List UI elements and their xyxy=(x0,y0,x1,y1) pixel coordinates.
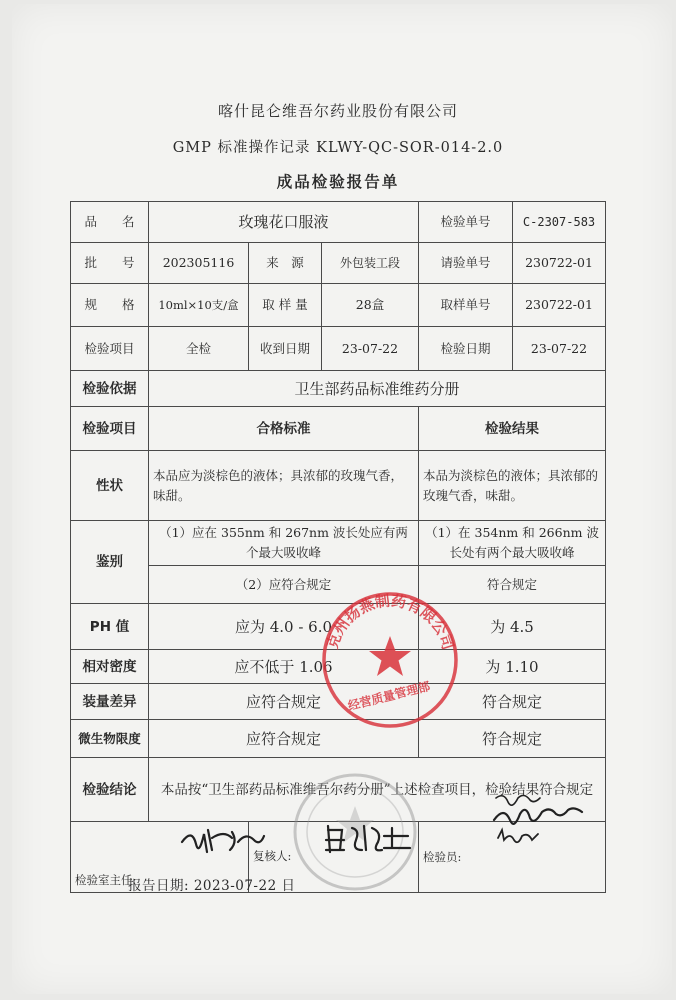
sample-no-label: 取样单号 xyxy=(419,284,513,327)
inspect-date-value: 23-07-22 xyxy=(513,327,606,371)
conclusion-label: 检验结论 xyxy=(71,758,149,822)
density-standard: 应不低于 1.06 xyxy=(149,650,419,684)
fill-result: 符合规定 xyxy=(419,684,606,720)
sample-qty-label: 取 样 量 xyxy=(249,284,322,327)
item-label: 检验项目 xyxy=(71,327,149,371)
red-company-seal xyxy=(318,588,462,732)
director-label: 检验室主任: xyxy=(75,873,137,887)
request-no-value: 230722-01 xyxy=(513,243,606,284)
product-value: 玫瑰花口服液 xyxy=(149,202,419,243)
row-basis xyxy=(71,371,606,407)
received-label: 收到日期 xyxy=(249,327,322,371)
density-result: 为 1.10 xyxy=(419,650,606,684)
company-name: 喀什昆仑维吾尔药业股份有限公司 xyxy=(217,102,458,120)
received-value: 23-07-22 xyxy=(322,327,419,371)
appearance-standard: 本品应为淡棕色的液体；具浓郁的玫瑰气香，味甜。 xyxy=(149,451,419,521)
inspector-label: 检验员: xyxy=(423,850,462,864)
fill-label: 装量差异 xyxy=(71,684,149,720)
row-spec xyxy=(71,284,606,327)
reviewer-signature xyxy=(322,818,417,858)
inspect-no-label: 检验单号 xyxy=(419,202,513,243)
inspector-signatures xyxy=(488,790,598,850)
row-batch xyxy=(71,243,606,284)
item-value: 全检 xyxy=(149,327,249,371)
row-product xyxy=(71,202,606,243)
report-title: 成品检验报告单 xyxy=(276,172,400,191)
identification-standard-1: （1）应在 355nm 和 267nm 波长处应有两个最大吸收峰 xyxy=(149,521,419,566)
identification-label: 鉴别 xyxy=(71,521,149,604)
col-standard-header: 合格标准 xyxy=(149,407,419,451)
inspect-no-value: C-2307-583 xyxy=(513,202,606,243)
col-item-header: 检验项目 xyxy=(71,407,149,451)
gmp-record-code: GMP 标准操作记录 KLWY-QC-SOR-014-2.0 xyxy=(172,140,504,156)
identification-result-1: （1）在 354nm 和 266nm 波长处有两个最大吸收峰 xyxy=(419,521,606,566)
ph-label: PH 值 xyxy=(71,604,149,650)
inspect-date-label: 检验日期 xyxy=(419,327,513,371)
basis-value: 卫生部药品标准维药分册 xyxy=(149,371,606,407)
batch-label: 批 号 xyxy=(71,243,149,284)
appearance-label: 性状 xyxy=(71,451,149,521)
density-label: 相对密度 xyxy=(71,650,149,684)
request-no-label: 请验单号 xyxy=(419,243,513,284)
row-column-headers xyxy=(71,407,606,451)
conclusion-text: 本品按“卫生部药品标准维吾尔药分册”上述检查项目，检验结果符合规定 xyxy=(149,758,606,822)
col-result-header: 检验结果 xyxy=(419,407,606,451)
spec-label: 规 格 xyxy=(71,284,149,327)
reviewer-label: 复核人: xyxy=(253,849,292,863)
row-appearance xyxy=(71,451,606,521)
svg-text:克州扬燕制药有限公司: 克州扬燕制药有限公司 xyxy=(323,591,458,653)
micro-standard: 应符合规定 xyxy=(149,720,419,758)
product-label: 品 名 xyxy=(71,202,149,243)
ph-result: 为 4.5 xyxy=(419,604,606,650)
micro-label: 微生物限度 xyxy=(71,720,149,758)
row-identification-1 xyxy=(71,521,606,566)
ph-standard: 应为 4.0 - 6.0 xyxy=(149,604,419,650)
sample-no-value: 230722-01 xyxy=(513,284,606,327)
basis-label: 检验依据 xyxy=(71,371,149,407)
micro-result: 符合规定 xyxy=(419,720,606,758)
source-value: 外包装工段 xyxy=(322,243,419,284)
director-signature xyxy=(178,820,268,860)
fill-standard: 应符合规定 xyxy=(149,684,419,720)
svg-text:经营质量管理部: 经营质量管理部 xyxy=(346,679,432,714)
batch-value: 202305116 xyxy=(149,243,249,284)
identification-result-2: 符合规定 xyxy=(419,566,606,604)
spec-value: 10ml×10支/盒 xyxy=(149,284,249,327)
identification-standard-2: （2）应符合规定 xyxy=(149,566,419,604)
sample-qty-value: 28盒 xyxy=(322,284,419,327)
appearance-result: 本品为淡棕色的液体；具浓郁的玫瑰气香，味甜。 xyxy=(419,451,606,521)
source-label: 来 源 xyxy=(249,243,322,284)
report-date: 报告日期: 2023-07-22 日 xyxy=(128,878,296,894)
row-item xyxy=(71,327,606,371)
